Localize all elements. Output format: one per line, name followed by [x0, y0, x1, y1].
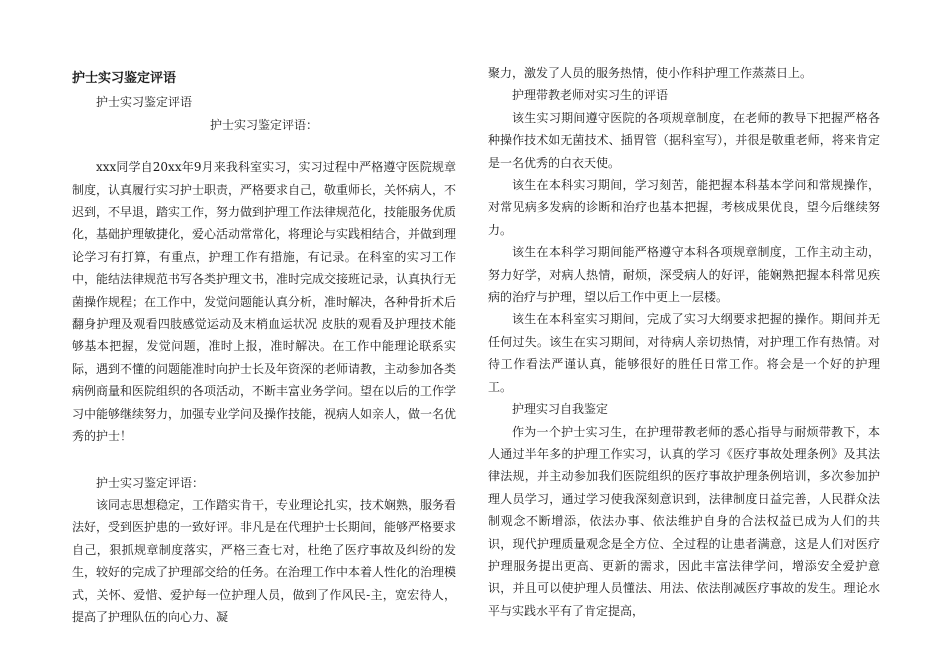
section-heading: 护士实习鉴定评语： [209, 117, 318, 132]
spacer [72, 448, 456, 472]
paragraph: 作为一个护士实习生，在护理带教老师的悉心指导与耐烦带教下，本人通过半年多的护理工作实习，认真的学习《医疗事故处理条例》及其法律法规，并主动参加我们医院组织的医疗事故护理条例培训，多次参加护理人员学习，通过学习使我深刻意识到，法律制度日益完善，人民群众法制观念不断增添，依法办事、依法维护自身的合法权益已成为人们的共识，现代护理质量观念是全方位、全过程的让患者满意，这是人们对医疗护理服务提出更高、更新的需求，因此丰富法律学问，增添安全爱护意识，并且可以使护理人员懂法、用法、依法削减医疗事故的发生。理论水平与实践水平有了肯定提高， [488, 424, 880, 618]
section-heading: 护理带教老师对实习生的评语 [512, 88, 669, 103]
paragraph: 该生实习期间遵守医院的各项规章制度，在老师的教导下把握严格各种操作技术如无菌技术、插胃管（据科室写），并很是敬重老师，将来肯定是一名优秀的白衣天使。 [488, 110, 880, 170]
paragraph: 该生在本科室实习期间，完成了实习大纲要求把握的操作。期间并无任何过失。该生在实习期间，对待病人亲切热情，对护理工作有热情。对待工作看法严谨认真，能够很好的胜任日常工作。将会是一个好的护理工。 [488, 312, 880, 394]
subheading: 护士实习鉴定评语 [96, 95, 193, 110]
document-title: 护士实习鉴定评语 [72, 71, 177, 86]
section-heading: 护理实习自我鉴定 [512, 402, 609, 417]
paragraph-continued: 聚力，激发了人员的服务热情，使小作科护理工作蒸蒸日上。 [488, 66, 813, 80]
spacer [72, 136, 456, 156]
left-column [72, 62, 456, 628]
paragraph: 该生在本科学习期间能严格遵守本科各项规章制度，工作主动主动，努力好学，对病人热情，耐烦，深受病人的好评，能娴熟把握本科常见疾病的治疗与护理，望以后工作中更上一层楼。 [488, 245, 880, 305]
paragraph: 该生在本科实习期间，学习刻苦，能把握本科基本学问和常规操作，对常见病多发病的诊断和治疗也基本把握，考核成果优良，望今后继续努力。 [488, 178, 880, 237]
section-heading: 护士实习鉴定评语： [96, 475, 205, 490]
right-column [488, 62, 880, 622]
paragraph: xxx同学自20xx年9月来我科室实习，实习过程中严格遵守医院规章制度，认真履行实习护士职责，严格要求自己，敬重师长，关怀病人，不迟到，不早退，踏实工作，努力做到护理工作法律规范化，技能服务优质化，基础护理敏捷化，爱心活动常常化，将理论与实践相结合，并做到理论学习有打算，有重点，护理工作有措施，有记录。在科室的实习工作中，能结法律规范书写各类护理文书，准时完成交接班记录，认真执行无菌操作规程；在工作中，发觉问题能认真分析，准时解决，各种骨折术后翻身护理及观看四肢感觉运动及末梢血运状况 皮肤的观看及护理技术能够基本把握，发觉问题，准时上报，准时解决。在工作中能理论联系实际，遇到不懂的问题能准时向护士长及年资深的老师请教，主动参加各类病例商量和医院组织的各项活动，不断丰富业务学问。望在以后的工作学习中能够继续努力，加强专业学问及操作技能，视病人如亲人，做一名优秀的护士！ [72, 160, 457, 444]
paragraph: 该同志思想稳定，工作踏实肯干，专业理论扎实，技术娴熟，服务看法好，受到医护患的一致好评。非凡是在代理护士长期间，能够严格要求自己，狠抓规章制度落实，严格三查七对，杜绝了医疗事故及纠纷的发生，较好的完成了护理部交给的任务。在治理工作中本着人性化的治理模式，关怀、爱惜、爱护每一位护理人员，做到了作风民-主，宽宏待人，提高了护理队伍的向心力、凝 [72, 497, 457, 624]
